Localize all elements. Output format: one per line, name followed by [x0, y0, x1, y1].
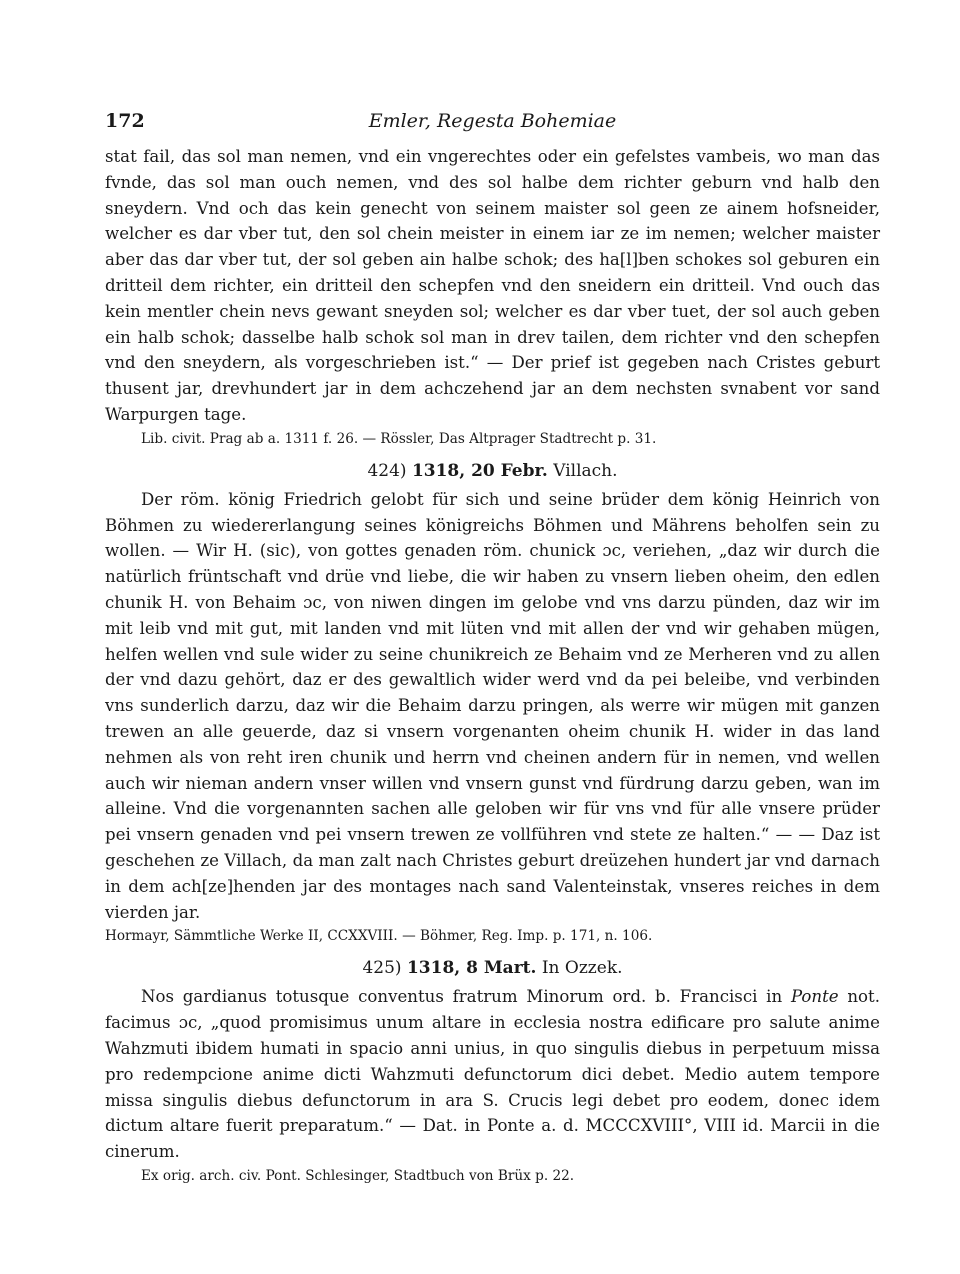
entry-date: 1318, 20 Febr.	[411, 460, 548, 481]
entry-number: 424)	[367, 460, 407, 481]
entry-source-424: Hormayr, Sämmtliche Werke II, CCXXVIII. — Böhmer, Reg. Imp. p. 171, n. 106.	[105, 928, 653, 945]
entry-number: 425)	[362, 958, 402, 979]
page-number: 172	[105, 110, 145, 132]
entry-date: 1318, 8 Mart.	[406, 958, 537, 979]
entry-heading-425	[105, 956, 880, 980]
entry-text-424: Der röm. könig Friedrich gelobt für sich und seine brüder dem könig Heinrich von Böhmen zu wiedererlangung seines königreichs Böhmen und Mährens beholfen sein zu wollen. — Wir H. (sic), von gottes genaden röm. chunick ɔc, veriehen, „daz wir durch die natürlich früntschaft vnd drüe vnd liebe, die wir haben zu vnsern lieben oheim, den edlen chunik H. von Behaim ɔc, von niwen dingen im gelobe vnd vns darzu pünden, daz wir im mit leib vnd mit gut, mit landen vnd mit lüten vnd mit allen der vnd wir gehaben mügen, helfen wellen vnd sule wider zu seine chunikreich ze Behaim vnd ze Merheren vnd zu allen der vnd dazu gehört, daz er des gewaltlich wider werd vnd da pei beleibe, vnd verbinden vns sunderlich darzu, daz wir die Behaim darzu pringen, als werre wir mügen mit ganzen trewen an alle geuerde, daz si vnsern vorgenanten oheim chunik H. wider in das land nehmen als von reht iren chunik und herrn vnd cheinen andern für in nemen, vnd wellen auch wir nieman andern vnser willen vnd vnsern gunst vnd fürdrung darzu geben, wan im alleine. Vnd die vorgenannten sachen alle geloben wir für vns vnd für alle vnsere prüder pei vnsern genaden vnd pei vnsern trewen ze vollführen vnd stete ze halten.“ — — Daz ist geschehen ze Villach, da man zalt nach Christes geburt dreüzehen hundert jar vnd darnach in dem ach[ze]henden jar des montages nach sand Valenteinstak, vnseres reiches in dem vierden jar.	[105, 489, 880, 922]
entry-text-425	[105, 984, 880, 1165]
entry-text-italic: Ponte	[790, 987, 839, 1007]
running-title: Emler, Regesta Bohemiae	[368, 110, 617, 132]
page-header	[105, 110, 880, 144]
continuation-source: Lib. civit. Prag ab a. 1311 f. 26. — Rössler, Das Altprager Stadtrecht p. 31.	[141, 430, 657, 447]
entry-place: Villach.	[553, 460, 618, 481]
continuation-text: stat fail, das sol man nemen, vnd ein vngerechtes oder ein gefelstes vambeis, wo man das fvnde, das sol man ouch nemen, vnd des sol halbe dem richter geburn vnd halb den sneydern. Vnd och das kein genecht von seinem maister sol geen ze ainem hofsneider, welcher es dar vber tut, den sol chein meister in einem iar ze im nemen; welcher maister aber das dar vber tut, der sol geben ain halbe schok; des ha[l]ben schokes sol geburen ein dritteil dem richter, ein dritteil den schepfen vnd den sneidern ein dritteil. Vnd ouch das kein mentler chein nevs gewant sneyden sol; welcher es dar vber tuet, der sol auch geben ein halb schok; dasselbe halb schok sol man in drev tailen, dem richter vnd den schepfen vnd den sneydern, als vorgeschrieben ist.“ — Der prief ist gegeben nach Cristes geburt thusent jar, drevhundert jar in dem achczehend jar an dem nechsten svnabent vor sand Warpurgen tage.	[105, 147, 880, 424]
entry-heading-424	[105, 459, 880, 483]
entry-text-part: not. facimus ɔc, „quod promisimus unum altare in ecclesia nostra edificare pro salute anime Wahzmuti ibidem humati in spacio anni unius, in quo singulis diebus in perpetuum missa pro redempcione anime dicti Wahzmuti defunctorum dici debet. Medio autem tempore missa singulis diebus defunctorum in ara S. Crucis legi debet pro eodem, donec idem dictum altare fuerit preparatum.“ — Dat. in Ponte a. d. MCCCXVIII°, VIII id. Marcii in die cinerum.	[105, 987, 880, 1162]
entry-place: In Ozzek.	[541, 958, 623, 979]
entry-text-part: Nos gardianus totusque conventus fratrum Minorum ord. b. Francisci in	[141, 987, 791, 1007]
entry-source-425: Ex orig. arch. civ. Pont. Schlesinger, Stadtbuch von Brüx p. 22.	[141, 1167, 575, 1184]
